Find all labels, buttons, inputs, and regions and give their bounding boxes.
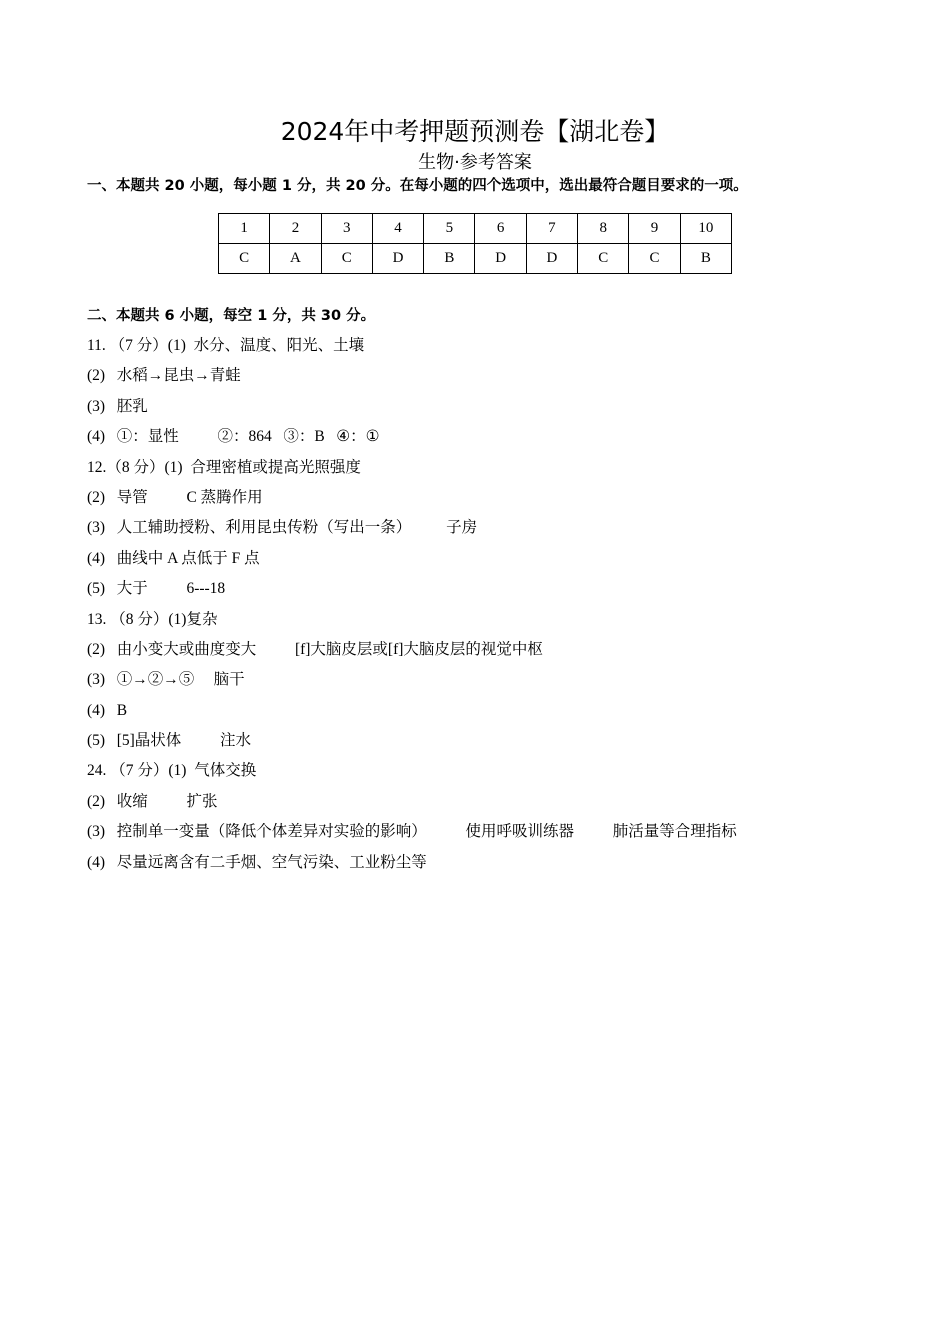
page-title: 2024年中考押题预测卷【湖北卷】 <box>280 117 670 146</box>
answer-cell: D <box>372 244 423 274</box>
answer-line: (3) ①→②→⑤ 脑干 <box>87 671 245 689</box>
answer-line-q24: 24. （7 分）(1) 气体交换 <box>87 762 257 780</box>
answer-cell: B <box>424 244 475 274</box>
answer-line: (4) B <box>87 701 128 719</box>
question-number: 9 <box>629 214 680 244</box>
answer-line-q12: 12.（8 分）(1) 合理密植或提高光照强度 <box>87 458 361 476</box>
answer-cell: C <box>219 244 270 274</box>
answer-cell: D <box>526 244 577 274</box>
answer-line: (4) ①：显性 ②：864 ③：B ④：① <box>87 428 380 446</box>
page-subtitle: 生物·参考答案 <box>418 152 532 173</box>
answer-table-number-row <box>219 214 732 244</box>
answer-cell: C <box>321 244 372 274</box>
answer-line: (2) 收缩 扩张 <box>87 792 218 810</box>
section-1-heading: 一、本题共 20 小题，每小题 1 分，共 20 分。在每小题的四个选项中，选出最符合题目要求的一项。 <box>87 178 748 194</box>
answer-table-answer-row <box>219 244 732 274</box>
answer-lines <box>87 336 737 883</box>
answer-cell: D <box>475 244 526 274</box>
answer-line: (3) 胚乳 <box>87 397 148 415</box>
question-number: 5 <box>424 214 475 244</box>
question-number: 4 <box>372 214 423 244</box>
answer-line: (5) [5]晶状体 注水 <box>87 732 252 750</box>
answer-line: (4) 尽量远离含有二手烟、空气污染、工业粉尘等 <box>87 853 427 871</box>
question-number: 6 <box>475 214 526 244</box>
question-number: 7 <box>526 214 577 244</box>
question-number: 8 <box>578 214 629 244</box>
answer-line: (2) 导管 C 蒸腾作用 <box>87 488 263 506</box>
answer-cell: C <box>578 244 629 274</box>
question-number: 1 <box>219 214 270 244</box>
answer-line: (4) 曲线中 A 点低于 F 点 <box>87 549 260 567</box>
answer-line: (3) 控制单一变量（降低个体差异对实验的影响） 使用呼吸训练器 肺活量等合理指标 <box>87 823 737 841</box>
question-number: 3 <box>321 214 372 244</box>
answer-line: (3) 人工辅助授粉、利用昆虫传粉（写出一条） 子房 <box>87 519 478 537</box>
answer-cell: B <box>680 244 731 274</box>
answer-line: (2) 由小变大或曲度变大 [f]大脑皮层或[f]大脑皮层的视觉中枢 <box>87 640 543 658</box>
answer-line: (5) 大于 6---18 <box>87 580 226 598</box>
answer-table <box>218 213 732 274</box>
answer-line: (2) 水稻→昆虫→青蛙 <box>87 367 241 385</box>
answer-line-q11: 11. （7 分）(1) 水分、温度、阳光、土壤 <box>87 337 365 354</box>
question-number: 2 <box>270 214 321 244</box>
section-2-heading: 二、本题共 6 小题，每空 1 分，共 30 分。 <box>87 308 376 324</box>
answer-line-q13: 13. （8 分）(1)复杂 <box>87 610 218 628</box>
answer-cell: C <box>629 244 680 274</box>
question-number: 10 <box>680 214 731 244</box>
answer-cell: A <box>270 244 321 274</box>
